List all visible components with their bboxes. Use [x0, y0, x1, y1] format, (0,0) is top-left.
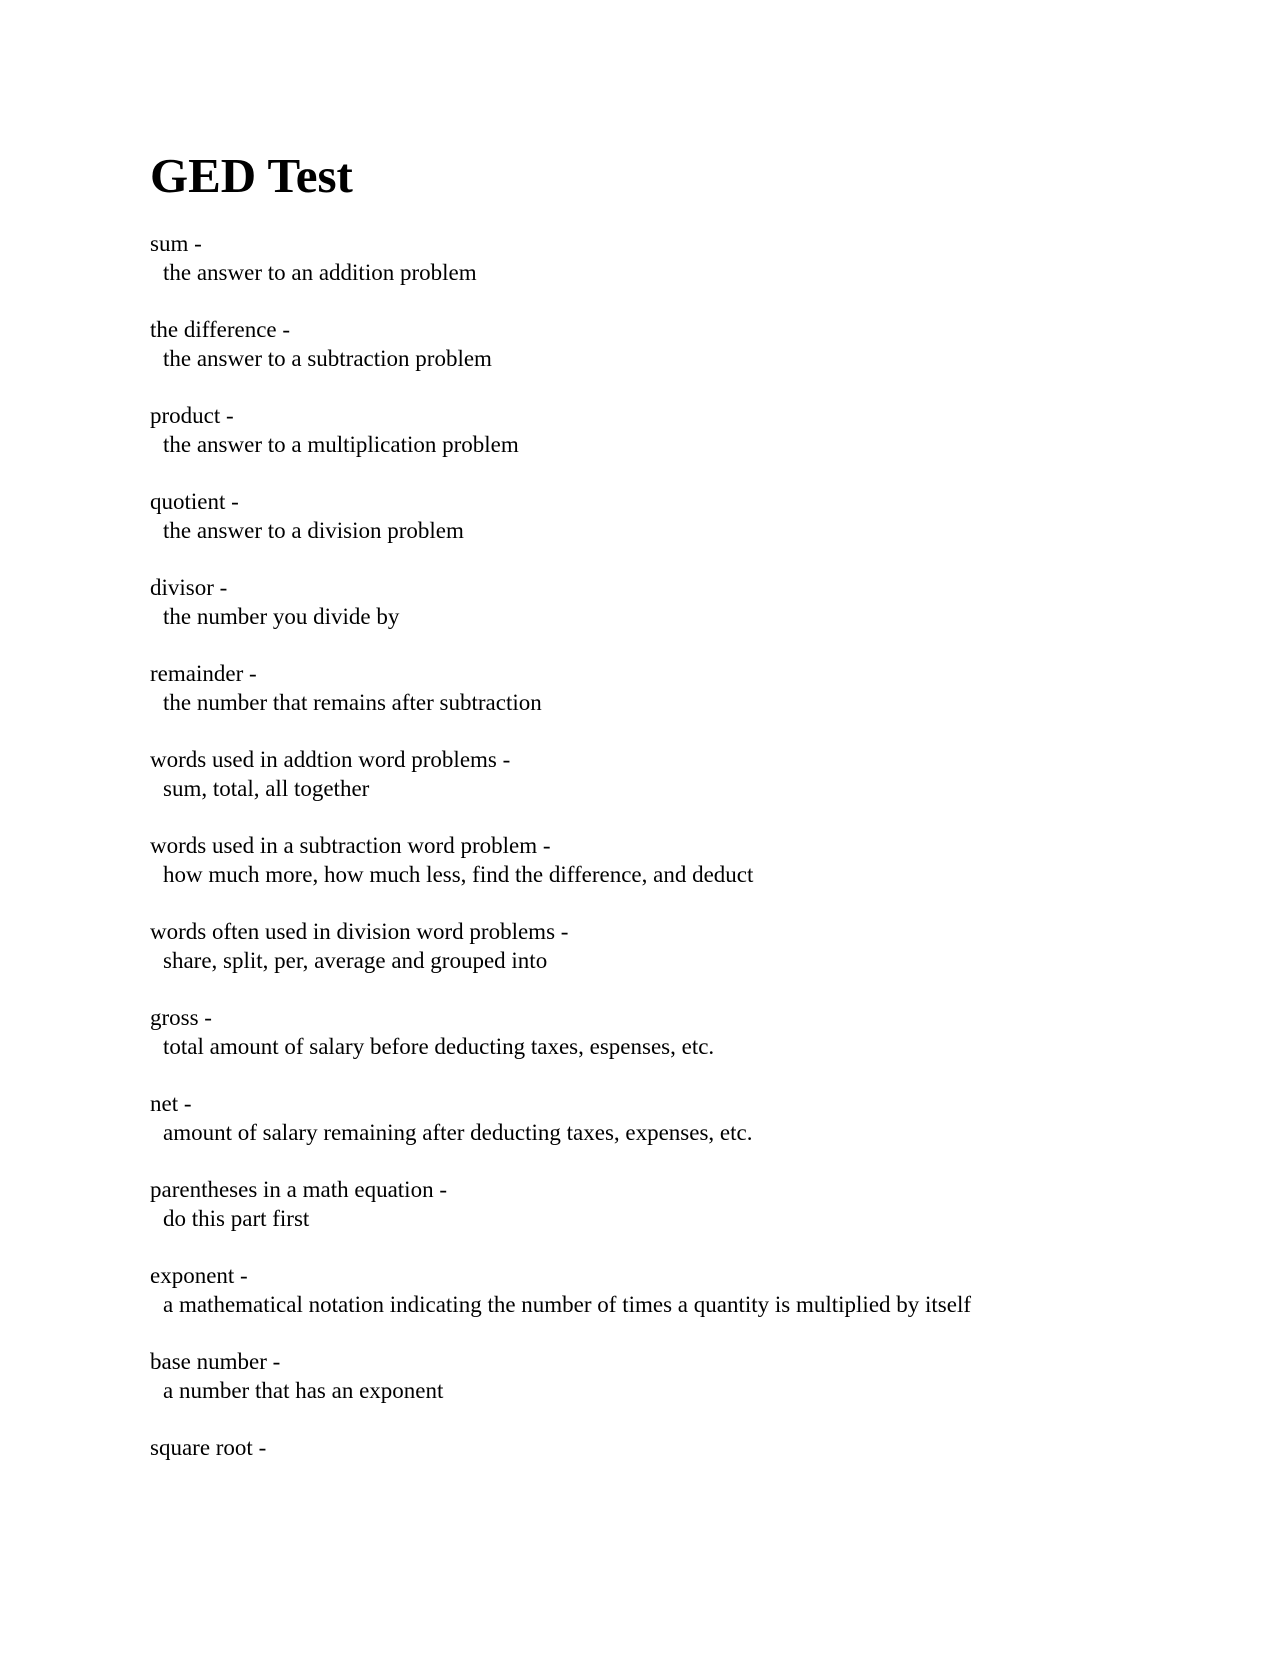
- entry-term: gross -: [150, 1005, 212, 1030]
- glossary-entry: [150, 1090, 1150, 1147]
- glossary-entry: [150, 402, 1150, 459]
- glossary-entry: [150, 230, 1150, 287]
- glossary-entry: [150, 488, 1150, 545]
- entry-term: divisor -: [150, 575, 228, 600]
- entry-definition: sum, total, all together: [163, 775, 370, 801]
- entry-term: remainder -: [150, 661, 257, 686]
- glossary-entry: [150, 1004, 1150, 1061]
- entry-definition: the answer to a subtraction problem: [163, 345, 492, 371]
- entry-term: base number -: [150, 1349, 281, 1374]
- entry-definition: a number that has an exponent: [163, 1377, 444, 1403]
- glossary-entry: [150, 1176, 1150, 1233]
- glossary-entry: [150, 832, 1150, 889]
- entry-term: exponent -: [150, 1263, 248, 1288]
- entry-definition: share, split, per, average and grouped into: [163, 947, 548, 973]
- entry-term: words used in addtion word problems -: [150, 747, 511, 772]
- glossary-entry: [150, 1434, 1150, 1463]
- entry-term: words used in a subtraction word problem -: [150, 833, 551, 858]
- document-page: [150, 148, 1150, 1492]
- glossary-entry: [150, 316, 1150, 373]
- entry-definition: the answer to an addition problem: [163, 259, 477, 285]
- entry-definition: a mathematical notation indicating the number of times a quantity is multiplied by itself: [163, 1291, 972, 1317]
- glossary-entry: [150, 1348, 1150, 1405]
- entry-term: product -: [150, 403, 234, 428]
- glossary-entry: [150, 660, 1150, 717]
- entry-definition: the answer to a division problem: [163, 517, 464, 543]
- page-title: GED Test: [150, 148, 353, 203]
- entry-term: net -: [150, 1091, 192, 1116]
- glossary-entry: [150, 746, 1150, 803]
- entry-term: the difference -: [150, 317, 291, 342]
- entry-definition: the number you divide by: [163, 603, 400, 629]
- entry-definition: how much more, how much less, find the difference, and deduct: [163, 861, 754, 887]
- entry-definition: amount of salary remaining after deducting taxes, expenses, etc.: [163, 1119, 753, 1145]
- glossary-entry: [150, 918, 1150, 975]
- entry-definition: total amount of salary before deducting taxes, espenses, etc.: [163, 1033, 715, 1059]
- entry-term: square root -: [150, 1435, 267, 1460]
- glossary-entry: [150, 1262, 1150, 1319]
- entry-term: quotient -: [150, 489, 239, 514]
- entry-term: words often used in division word problems -: [150, 919, 569, 944]
- entry-term: parentheses in a math equation -: [150, 1177, 447, 1202]
- entry-term: sum -: [150, 231, 202, 256]
- entry-definition: do this part first: [163, 1205, 310, 1231]
- entry-definition: the answer to a multiplication problem: [163, 431, 519, 457]
- entry-definition: the number that remains after subtraction: [163, 689, 542, 715]
- glossary-entry: [150, 574, 1150, 631]
